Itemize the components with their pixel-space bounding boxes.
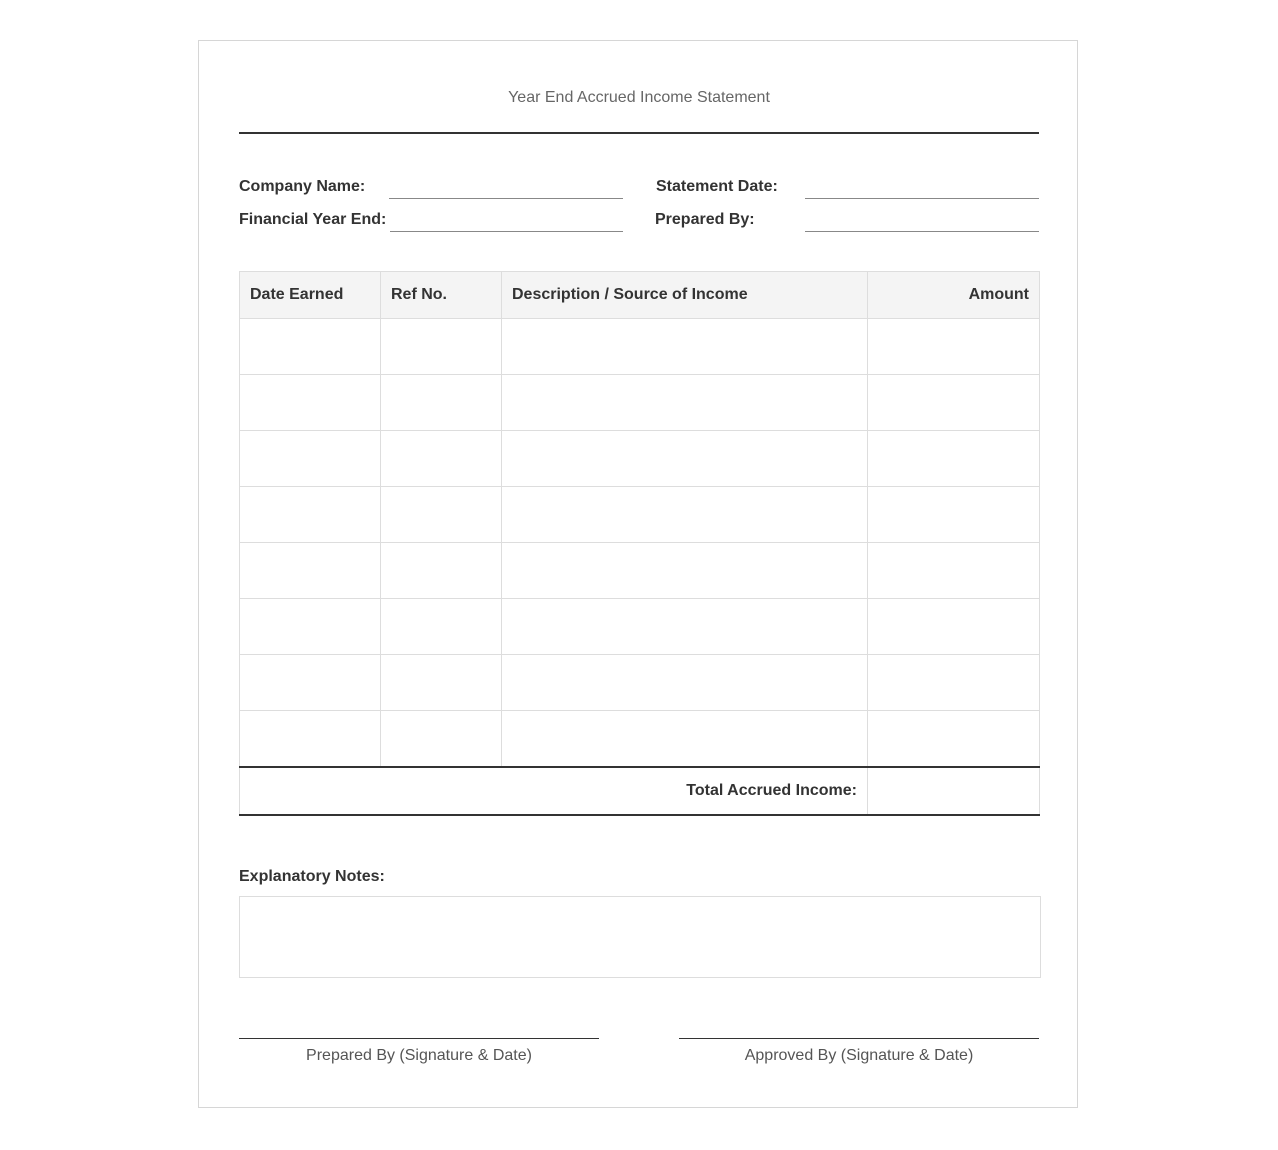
table-row (240, 599, 1040, 655)
prepared-by-line[interactable] (805, 231, 1039, 232)
amount-cell[interactable] (868, 319, 1040, 375)
ref-no-cell[interactable] (381, 655, 502, 711)
amount-cell[interactable] (868, 543, 1040, 599)
prepared-signature-label: Prepared By (Signature & Date) (306, 1047, 532, 1064)
description-cell[interactable] (502, 431, 868, 487)
financial-year-end-field[interactable] (239, 211, 623, 235)
column-header-ref-no: Ref No. (381, 272, 502, 319)
description-cell[interactable] (502, 655, 868, 711)
ref-no-cell[interactable] (381, 543, 502, 599)
column-header-date-earned: Date Earned (240, 272, 381, 319)
statement-date-label: Statement Date: (656, 178, 778, 195)
description-cell[interactable] (502, 487, 868, 543)
date-earned-cell[interactable] (240, 711, 381, 767)
date-earned-cell[interactable] (240, 375, 381, 431)
date-earned-cell[interactable] (240, 543, 381, 599)
table-row (240, 431, 1040, 487)
amount-cell[interactable] (868, 599, 1040, 655)
explanatory-notes-label: Explanatory Notes: (239, 868, 385, 885)
financial-year-end-line[interactable] (390, 231, 623, 232)
prepared-by-field[interactable] (655, 211, 1039, 235)
table-row (240, 487, 1040, 543)
company-name-field[interactable] (239, 178, 623, 202)
ref-no-cell[interactable] (381, 431, 502, 487)
document-title: Year End Accrued Income Statement (508, 89, 770, 106)
statement-page (198, 40, 1078, 1108)
table-row (240, 655, 1040, 711)
amount-cell[interactable] (868, 431, 1040, 487)
company-name-line[interactable] (389, 198, 623, 199)
table-header-row (240, 272, 1040, 319)
description-cell[interactable] (502, 319, 868, 375)
column-header-description: Description / Source of Income (502, 272, 868, 319)
table-row (240, 711, 1040, 767)
financial-year-end-label: Financial Year End: (239, 211, 387, 228)
description-cell[interactable] (502, 375, 868, 431)
ref-no-cell[interactable] (381, 375, 502, 431)
amount-cell[interactable] (868, 375, 1040, 431)
amount-cell[interactable] (868, 487, 1040, 543)
amount-cell[interactable] (868, 711, 1040, 767)
approved-signature-label: Approved By (Signature & Date) (744, 1047, 974, 1064)
table-row (240, 543, 1040, 599)
company-name-label: Company Name: (239, 178, 366, 195)
column-header-amount: Amount (868, 272, 1040, 319)
total-accrued-income-label: Total Accrued Income: (240, 767, 868, 815)
table-row (240, 319, 1040, 375)
date-earned-cell[interactable] (240, 599, 381, 655)
statement-date-line[interactable] (805, 198, 1039, 199)
date-earned-cell[interactable] (240, 431, 381, 487)
ref-no-cell[interactable] (381, 711, 502, 767)
description-cell[interactable] (502, 599, 868, 655)
date-earned-cell[interactable] (240, 487, 381, 543)
explanatory-notes-box[interactable] (239, 896, 1041, 978)
ref-no-cell[interactable] (381, 599, 502, 655)
table-row (240, 375, 1040, 431)
date-earned-cell[interactable] (240, 319, 381, 375)
total-amount-cell[interactable] (868, 767, 1040, 815)
approved-signature-line[interactable] (679, 1038, 1039, 1065)
prepared-by-label: Prepared By: (655, 211, 755, 228)
date-earned-cell[interactable] (240, 655, 381, 711)
total-row (240, 767, 1040, 815)
title-divider (239, 132, 1039, 134)
ref-no-cell[interactable] (381, 487, 502, 543)
statement-date-field[interactable] (656, 178, 1039, 202)
description-cell[interactable] (502, 543, 868, 599)
amount-cell[interactable] (868, 655, 1040, 711)
description-cell[interactable] (502, 711, 868, 767)
prepared-signature-line[interactable] (239, 1038, 599, 1065)
income-table (239, 271, 1040, 816)
ref-no-cell[interactable] (381, 319, 502, 375)
